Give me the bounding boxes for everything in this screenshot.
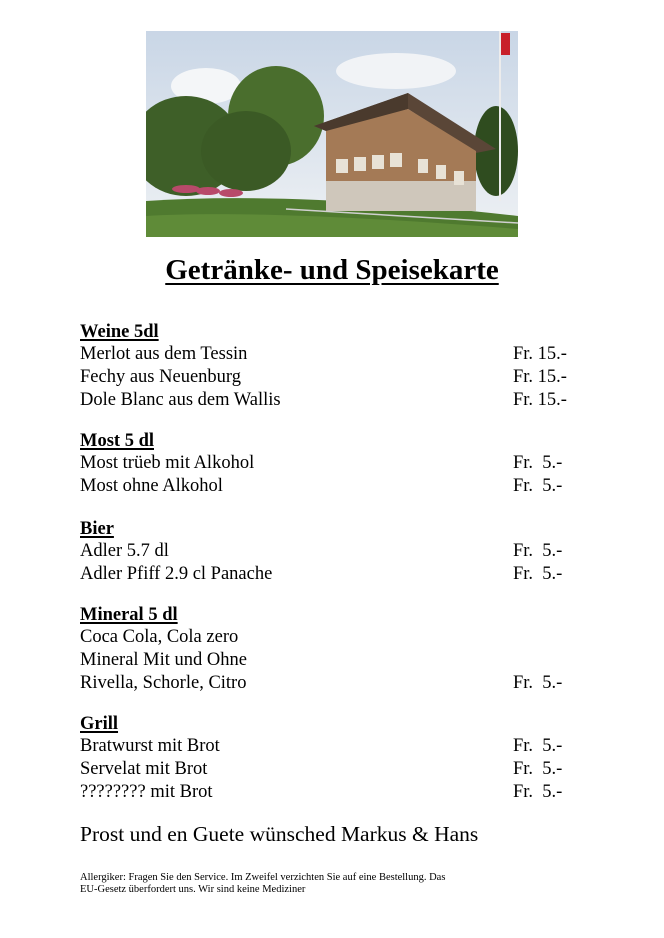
- item-name: Most ohne Alkohol: [80, 476, 223, 497]
- item-price: Fr. 5.-: [513, 782, 563, 803]
- disclaimer-line-1: Allergiker: Fragen Sie den Service. Im Zweifel verzichten Sie auf eine Bestellung. Das: [80, 872, 446, 883]
- menu-item: [80, 626, 580, 649]
- section-grill: [80, 713, 580, 805]
- menu-item: [80, 563, 580, 586]
- item-price: Fr. 5.-: [513, 541, 563, 561]
- closing-message: Prost und en Guete wünsched Markus & Hans: [80, 822, 479, 846]
- item-price: Fr. 15.-: [513, 390, 567, 411]
- item-price: Fr. 5.-: [513, 476, 563, 497]
- section-weine: [80, 321, 580, 413]
- item-name: Rivella, Schorle, Citro: [80, 673, 247, 694]
- item-name: Adler Pfiff 2.9 cl Panache: [80, 564, 273, 585]
- menu-item: [80, 649, 580, 672]
- item-name: Bratwurst mit Brot: [80, 736, 220, 756]
- menu-item: [80, 366, 580, 389]
- item-name: Most trüeb mit Alkohol: [80, 453, 255, 473]
- item-name: ???????? mit Brot: [80, 782, 213, 803]
- item-name: Coca Cola, Cola zero: [80, 627, 239, 647]
- section-bier: [80, 518, 580, 586]
- item-price: Fr. 5.-: [513, 736, 563, 756]
- item-price: Fr. 5.-: [513, 759, 563, 780]
- item-price: Fr. 5.-: [513, 453, 563, 473]
- item-name: Servelat mit Brot: [80, 759, 208, 780]
- menu-item: [80, 540, 580, 563]
- item-name: Mineral Mit und Ohne: [80, 650, 247, 671]
- menu-item: [80, 758, 580, 781]
- item-name: Fechy aus Neuenburg: [80, 367, 241, 388]
- item-name: Dole Blanc aus dem Wallis: [80, 390, 281, 411]
- menu-item: [80, 475, 580, 498]
- menu-item: [80, 781, 580, 804]
- item-name: Adler 5.7 dl: [80, 541, 169, 561]
- item-price: Fr. 15.-: [513, 344, 567, 364]
- section-most: [80, 430, 580, 498]
- item-price: Fr. 15.-: [513, 367, 567, 388]
- menu-item: [80, 672, 580, 695]
- restaurant-photo-illustration: [146, 31, 518, 237]
- section-title: Bier: [80, 519, 114, 539]
- section-title: Weine 5dl: [80, 322, 159, 342]
- restaurant-photo: [146, 31, 518, 237]
- allergy-disclaimer: [80, 872, 480, 896]
- item-name: Merlot aus dem Tessin: [80, 344, 248, 364]
- section-title: Grill: [80, 714, 119, 734]
- page-title: Getränke- und Speisekarte: [165, 254, 499, 286]
- menu-item: [80, 452, 580, 475]
- section-title: Mineral 5 dl: [80, 605, 178, 625]
- menu-item: [80, 389, 580, 412]
- item-price: Fr. 5.-: [513, 564, 563, 585]
- menu-item: [80, 343, 580, 366]
- section-title: Most 5 dl: [80, 431, 154, 451]
- disclaimer-line-2: EU-Gesetz überfordert uns. Wir sind keine Mediziner: [80, 884, 306, 895]
- menu-item: [80, 735, 580, 758]
- item-price: Fr. 5.-: [513, 673, 563, 694]
- section-mineral: [80, 604, 580, 696]
